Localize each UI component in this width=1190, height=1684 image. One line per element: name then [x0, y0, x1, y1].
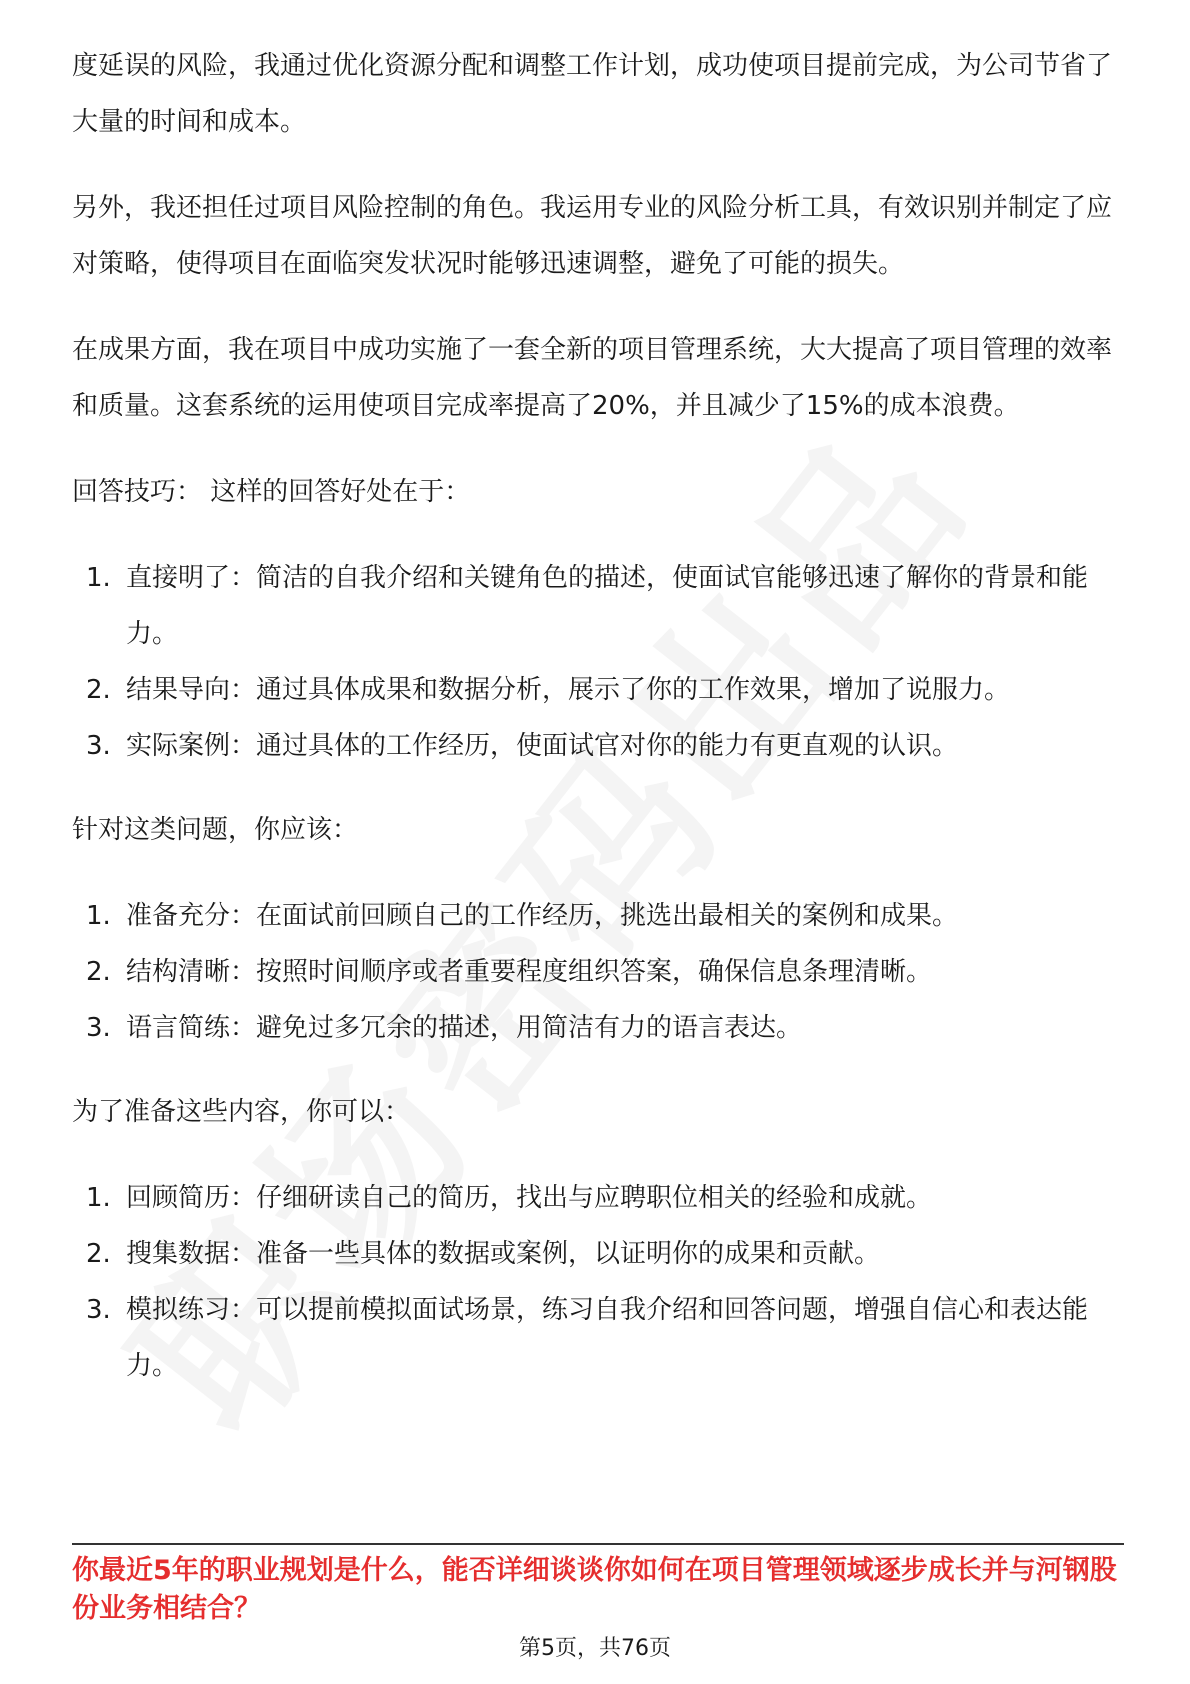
list-item — [72, 1000, 1112, 1056]
list-number: 2. — [86, 675, 111, 705]
list-number: 1. — [86, 901, 111, 931]
list-item-text: 结构清晰：按照时间顺序或者重要程度组织答案，确保信息条理清晰。 — [126, 957, 933, 987]
list-number: 1. — [86, 563, 111, 593]
paragraph: 在成果方面，我在项目中成功实施了一套全新的项目管理系统，大大提高了项目管理的效率和质量。这套系统的运用使项目完成率提高了20%，并且减少了15%的成本浪费。 — [72, 335, 1113, 421]
list-item — [72, 718, 1112, 774]
list-item — [72, 1282, 1112, 1394]
list-number: 3. — [86, 1295, 111, 1325]
list-item — [72, 662, 1112, 718]
list-number: 3. — [86, 1013, 111, 1043]
list-item-text: 搜集数据：准备一些具体的数据或案例，以证明你的成果和贡献。 — [126, 1239, 881, 1269]
paragraph: 度延误的风险，我通过优化资源分配和调整工作计划，成功使项目提前完成，为公司节省了大量的时间和成本。 — [72, 51, 1113, 137]
list-number: 3. — [86, 731, 111, 761]
divider — [72, 1543, 1124, 1545]
list-item-text: 结果导向：通过具体成果和数据分析，展示了你的工作效果，增加了说服力。 — [126, 675, 1011, 705]
list-number: 2. — [86, 957, 111, 987]
numbered-list — [72, 550, 1112, 774]
paragraph: 另外，我还担任过项目风险控制的角色。我运用专业的风险分析工具，有效识别并制定了应对策略，使得项目在面临突发状况时能够迅速调整，避免了可能的损失。 — [72, 193, 1113, 279]
list-item — [72, 1170, 1112, 1226]
section-heading: 为了准备这些内容，你可以： — [72, 1097, 411, 1127]
main-content — [72, 38, 1112, 1422]
numbered-list — [72, 888, 1112, 1056]
list-number: 2. — [86, 1239, 111, 1269]
list-item — [72, 1226, 1112, 1282]
list-item-text: 准备充分：在面试前回顾自己的工作经历，挑选出最相关的案例和成果。 — [126, 901, 959, 931]
next-question: 你最近5年的职业规划是什么，能否详细谈谈你如何在项目管理领域逐步成长并与河钢股份业务相结合？ — [72, 1555, 1117, 1624]
list-item — [72, 550, 1112, 662]
list-number: 1. — [86, 1183, 111, 1213]
list-item-text: 模拟练习：可以提前模拟面试场景，练习自我介绍和回答问题，增强自信心和表达能力。 — [126, 1295, 1089, 1381]
list-item-text: 直接明了：简洁的自我介绍和关键角色的描述，使面试官能够迅速了解你的背景和能力。 — [126, 563, 1089, 649]
list-item — [72, 944, 1112, 1000]
page-number: 第5页，共76页 — [519, 1636, 671, 1661]
list-item — [72, 888, 1112, 944]
list-item-text: 语言简练：避免过多冗余的描述，用简洁有力的语言表达。 — [126, 1013, 803, 1043]
numbered-list — [72, 1170, 1112, 1394]
section-heading: 针对这类问题，你应该： — [72, 815, 359, 845]
list-item-text: 回顾简历：仔细研读自己的简历，找出与应聘职位相关的经验和成就。 — [126, 1183, 933, 1213]
section-heading: 回答技巧： 这样的回答好处在于： — [72, 477, 471, 507]
list-item-text: 实际案例：通过具体的工作经历，使面试官对你的能力有更直观的认识。 — [126, 731, 959, 761]
